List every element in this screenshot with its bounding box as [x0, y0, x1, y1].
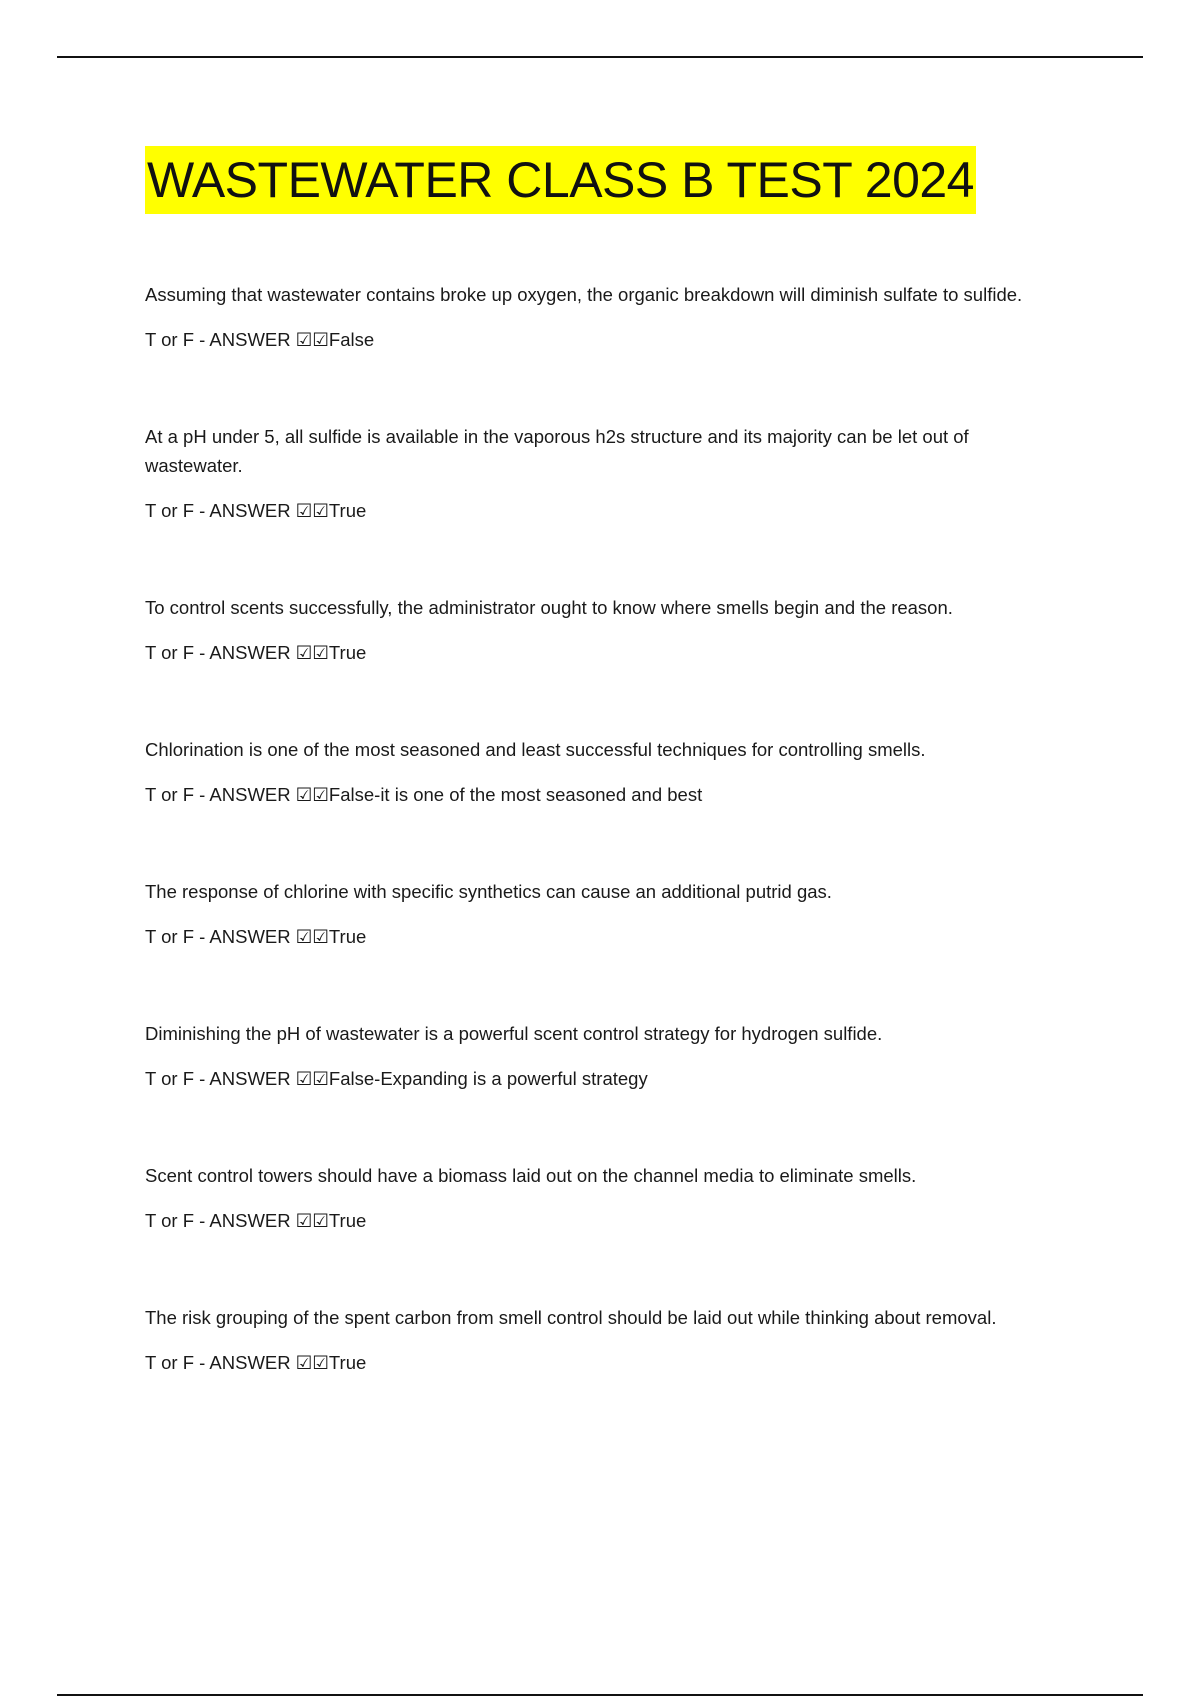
question-list — [145, 280, 1065, 1377]
question-item — [145, 877, 1065, 951]
answer-text: T or F - ANSWER ☑☑True — [145, 1210, 367, 1231]
document-title: WASTEWATER CLASS B TEST 2024 — [145, 146, 976, 214]
question-text: Assuming that wastewater contains broke up oxygen, the organic breakdown will diminish sulfate to sulfide. — [145, 284, 1023, 305]
top-rule — [57, 56, 1143, 58]
question-item — [145, 735, 1065, 809]
question-item — [145, 1303, 1065, 1377]
question-text: Chlorination is one of the most seasoned and least successful techniques for controlling smells. — [145, 739, 926, 760]
document-body — [145, 146, 1065, 1445]
question-text: Scent control towers should have a biomass laid out on the channel media to eliminate smells. — [145, 1165, 917, 1186]
question-item — [145, 1019, 1065, 1093]
question-item — [145, 280, 1065, 354]
question-text: At a pH under 5, all sulfide is available in the vaporous h2s structure and its majority can be let out of wastewater. — [145, 426, 969, 476]
answer-text: T or F - ANSWER ☑☑True — [145, 642, 367, 663]
question-text: Diminishing the pH of wastewater is a powerful scent control strategy for hydrogen sulfide. — [145, 1023, 883, 1044]
bottom-rule — [57, 1694, 1143, 1696]
question-item — [145, 422, 1065, 525]
answer-text: T or F - ANSWER ☑☑False-Expanding is a powerful strategy — [145, 1068, 648, 1089]
answer-text: T or F - ANSWER ☑☑True — [145, 500, 367, 521]
answer-text: T or F - ANSWER ☑☑True — [145, 926, 367, 947]
answer-text: T or F - ANSWER ☑☑True — [145, 1352, 367, 1373]
question-text: The response of chlorine with specific synthetics can cause an additional putrid gas. — [145, 881, 832, 902]
question-text: To control scents successfully, the administrator ought to know where smells begin and the reason. — [145, 597, 953, 618]
question-item — [145, 593, 1065, 667]
question-item — [145, 1161, 1065, 1235]
answer-text: T or F - ANSWER ☑☑False-it is one of the most seasoned and best — [145, 784, 703, 805]
question-text: The risk grouping of the spent carbon from smell control should be laid out while thinking about removal. — [145, 1307, 997, 1328]
answer-text: T or F - ANSWER ☑☑False — [145, 329, 375, 350]
